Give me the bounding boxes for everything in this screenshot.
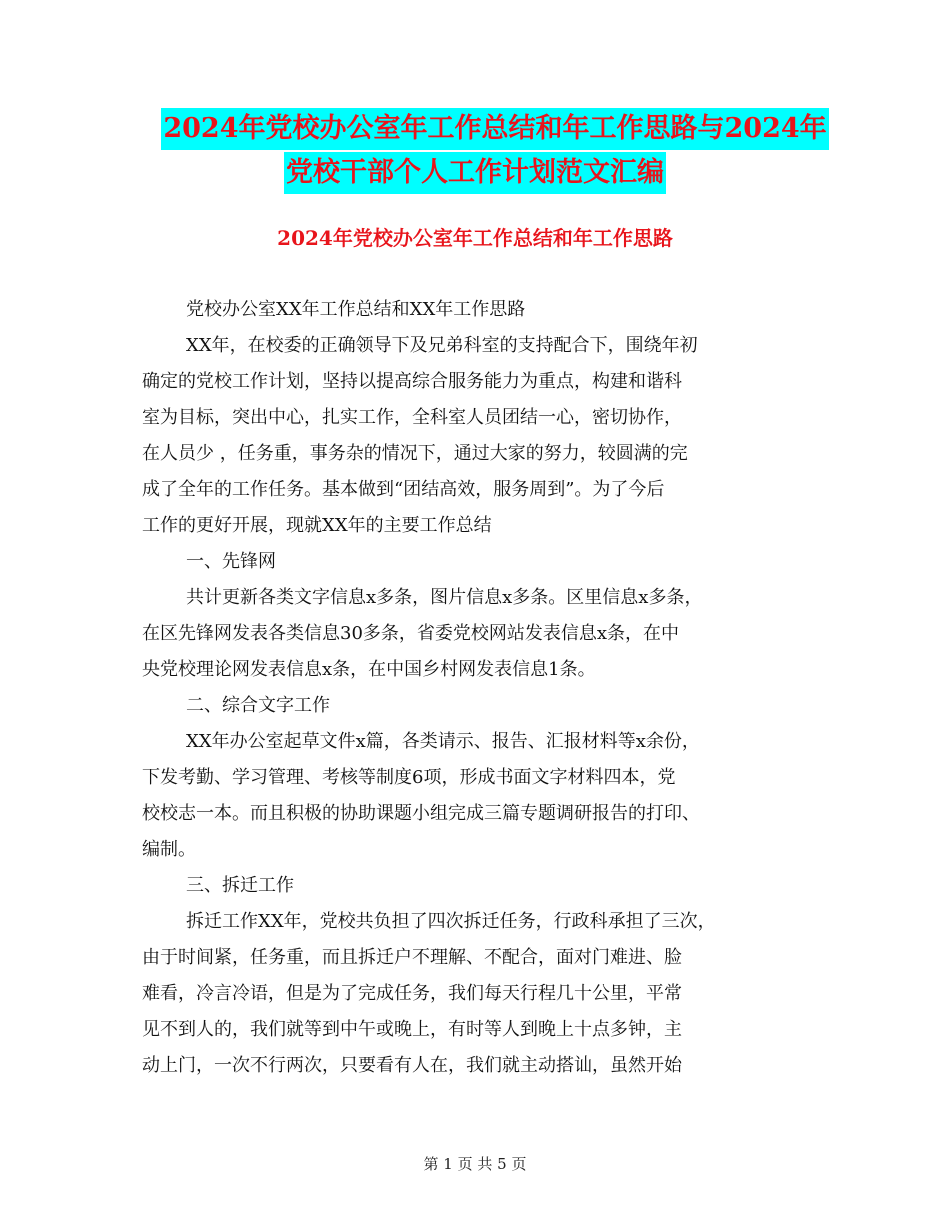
title-line-1: 2024年党校办公室年工作总结和年工作思路与2024年 [161, 108, 828, 150]
page-footer: 第 1 页 共 5 页 [423, 1155, 527, 1173]
body-text [142, 292, 822, 1084]
paragraph-line: 校校志一本。而且积极的协助课题小组完成三篇专题调研报告的打印、 [142, 803, 700, 824]
paragraph-line: 确定的党校工作计划，坚持以提高综合服务能力为重点，构建和谐科 [142, 371, 682, 392]
paragraph-line: 动上门，一次不行两次，只要看有人在，我们就主动搭讪，虽然开始 [142, 1055, 682, 1076]
paragraph-line: 共计更新各类文字信息x多条，图片信息x多条。区里信息x多条， [186, 587, 703, 608]
paragraph-line: 下发考勤、学习管理、考核等制度6项，形成书面文字材料四本，党 [142, 767, 676, 788]
paragraph-line: 工作的更好开展，现就XX年的主要工作总结 [142, 515, 492, 536]
paragraph-line: 拆迁工作XX年，党校共负担了四次拆迁任务，行政科承担了三次， [186, 911, 716, 932]
paragraph-line: 在区先锋网发表各类信息30多条，省委党校网站发表信息x条，在中 [142, 623, 680, 644]
paragraph-line: XX年办公室起草文件x篇，各类请示、报告、汇报材料等x余份， [186, 731, 700, 752]
paragraph-line: 编制。 [142, 839, 196, 860]
document-title [0, 108, 950, 196]
paragraph-line: XX年，在校委的正确领导下及兄弟科室的支持配合下，围绕年初 [186, 335, 698, 356]
paragraph-line: 在人员少 ，任务重，事务杂的情况下，通过大家的努力，较圆满的完 [142, 443, 688, 464]
paragraph-line: 党校办公室XX年工作总结和XX年工作思路 [186, 299, 526, 320]
title-line-2: 党校干部个人工作计划范文汇编 [284, 152, 666, 194]
paragraph-line: 难看，冷言冷语，但是为了完成任务，我们每天行程几十公里，平常 [142, 983, 682, 1004]
paragraph-line: 由于时间紧，任务重，而且拆迁户不理解、不配合，面对门难进、脸 [142, 947, 682, 968]
paragraph-line: 室为目标，突出中心，扎实工作，全科室人员团结一心，密切协作， [142, 407, 682, 428]
section-heading: 2024年党校办公室年工作总结和年工作思路 [277, 226, 673, 250]
paragraph-line: 见不到人的，我们就等到中午或晚上，有时等人到晚上十点多钟，主 [142, 1019, 682, 1040]
paragraph-line: 央党校理论网发表信息x条，在中国乡村网发表信息1条。 [142, 659, 596, 680]
paragraph-line: 一、先锋网 [186, 551, 276, 572]
paragraph-line: 成了全年的工作任务。基本做到“团结高效，服务周到”。为了今后 [142, 479, 665, 500]
paragraph-line: 二、综合文字工作 [186, 695, 330, 716]
paragraph-line: 三、拆迁工作 [186, 875, 294, 896]
